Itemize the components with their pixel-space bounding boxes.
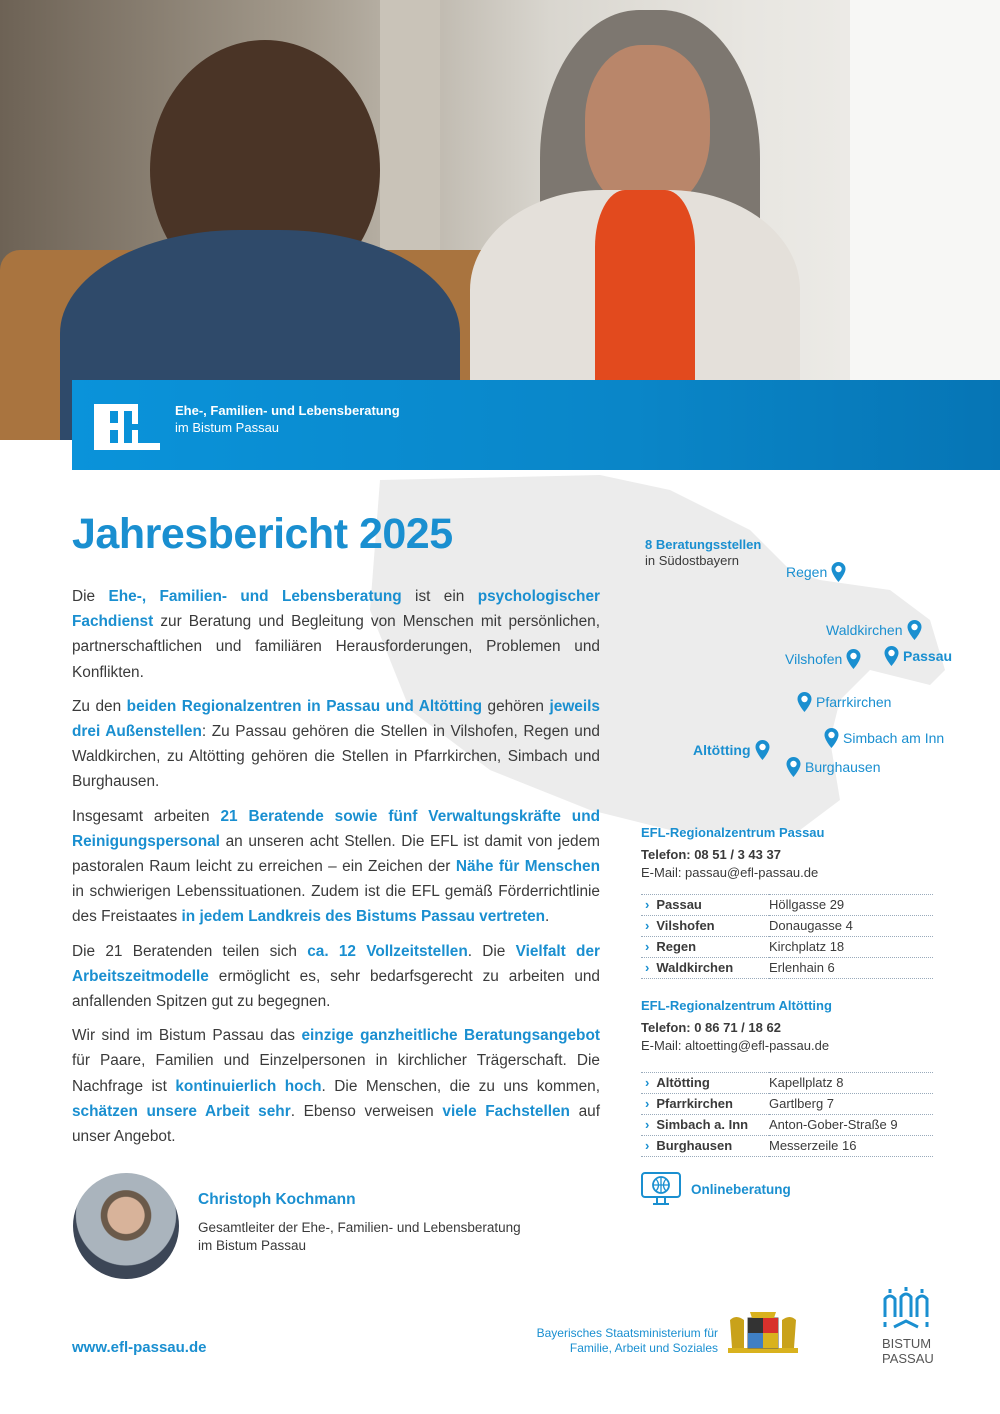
map-location [693, 740, 770, 760]
location-name: › Waldkirchen [641, 958, 769, 979]
text-segment: : Zu Passau gehören die Stellen in Vilshofen, Regen und Waldkirchen, zu Altötting gehören die Stellen in Pfarrkirchen, Simbach und Burghausen. [72, 723, 600, 791]
person-avatar [73, 1173, 179, 1279]
location-name: › Simbach a. Inn [641, 1115, 769, 1136]
text-segment: Wir sind im Bistum Passau das [72, 1027, 302, 1045]
ministry-line1: Bayerisches Staatsministerium für [536, 1326, 718, 1340]
map-location-label: Pfarrkirchen [816, 694, 892, 710]
map-location [786, 562, 846, 582]
map-location-label: Waldkirchen [826, 622, 903, 638]
bistum-line2: PASSAU [882, 1351, 934, 1366]
address-row [641, 958, 933, 979]
text-segment: . Die Menschen, die zu uns kommen, [321, 1077, 600, 1095]
window [850, 0, 1000, 440]
location-address: Anton-Gober-Straße 9 [769, 1115, 933, 1136]
map-location-label: Burghausen [805, 759, 881, 775]
map-pin-icon [846, 649, 861, 669]
bistum-passau-logo [882, 1287, 930, 1331]
map-pin-icon [797, 692, 812, 712]
org-name-line2: im Bistum Passau [175, 420, 280, 435]
bistum-line1: BISTUM [882, 1336, 932, 1351]
text-segment: an unseren acht Stellen. Die EFL ist damit von jedem pastoralen Raum leicht zu erreichen – ein Zeichen der [72, 832, 600, 876]
address-row [641, 916, 933, 937]
center-title: EFL-Regionalzentrum Altötting [641, 998, 832, 1013]
location-name: › Pfarrkirchen [641, 1094, 769, 1115]
highlight-text: ca. 12 Vollzeitstellen [307, 942, 468, 960]
online-label: Onlineberatung [691, 1181, 791, 1197]
website-link[interactable]: www.efl-passau.de [72, 1339, 207, 1356]
org-name-line1: Ehe-, Familien- und Lebensberatung [175, 403, 400, 418]
location-address: Kapellplatz 8 [769, 1073, 933, 1094]
address-row [641, 1073, 933, 1094]
map-subheading: in Südostbayern [645, 553, 739, 568]
center-passau [641, 824, 933, 979]
body-text [72, 584, 600, 1158]
map-location-label: Passau [903, 648, 953, 664]
text-segment: . Die [467, 942, 516, 960]
map-location [786, 757, 881, 777]
map-location [785, 649, 861, 669]
map-pin-icon [884, 646, 899, 666]
text-segment: Die [72, 588, 109, 605]
map-pin-icon [907, 620, 922, 640]
highlight-text: viele Fachstellen [442, 1102, 570, 1120]
text-segment: zur Beratung und Begleitung von Menschen mit persönlichen, partnerschaftlichen und familiären Herausforderungen, Problemen und Konflikten. [72, 613, 600, 681]
map-location-label: Altötting [693, 742, 751, 758]
map-location [797, 692, 891, 712]
center-email[interactable]: E-Mail: passau@efl-passau.de [641, 865, 819, 880]
map-location [824, 728, 944, 748]
center-altoetting [641, 997, 933, 1157]
text-segment: ermöglicht es, sehr bedarfsgerecht zu arbeiten und anfallenden Spitzen gut zu begegnen. [72, 967, 600, 1011]
highlight-text: Ehe-, Familien- und Lebensberatung [108, 588, 402, 605]
address-table [641, 894, 933, 979]
bavarian-coat-of-arms-logo [728, 1310, 798, 1354]
hero-photo [0, 0, 1000, 440]
location-address: Erlenhain 6 [769, 958, 933, 979]
online-counseling-link[interactable] [641, 1172, 791, 1206]
center-phone[interactable]: Telefon: 08 51 / 3 43 37 [641, 847, 781, 862]
highlight-text: 21 Beratende sowie fünf Verwaltungskräfte und Reinigungspersonal [72, 807, 601, 850]
highlight-text: kontinuierlich hoch [175, 1077, 322, 1095]
efl-logo [94, 404, 160, 450]
person-role-line2: im Bistum Passau [198, 1238, 307, 1253]
address-row [641, 1094, 933, 1115]
center-title: EFL-Regionalzentrum Passau [641, 825, 825, 840]
location-address: Höllgasse 29 [769, 895, 933, 916]
location-address: Gartlberg 7 [769, 1094, 933, 1115]
woman-face [585, 45, 710, 210]
paragraph [72, 939, 600, 1015]
computer-globe-icon [641, 1172, 681, 1206]
address-row [641, 1115, 933, 1136]
ministry-line2: Familie, Arbeit und Soziales [569, 1341, 718, 1355]
map-location [884, 646, 952, 666]
paragraph [72, 804, 600, 930]
paragraph [72, 584, 600, 685]
location-name: › Passau [641, 895, 769, 916]
paragraph [72, 1023, 600, 1149]
paragraph [72, 694, 600, 795]
location-name: › Vilshofen [641, 916, 769, 937]
address-row [641, 937, 933, 958]
person-role-line1: Gesamtleiter der Ehe-, Familien- und Lebensberatung [198, 1220, 521, 1235]
center-phone[interactable]: Telefon: 0 86 71 / 18 62 [641, 1020, 781, 1035]
location-name: › Altötting [641, 1073, 769, 1094]
text-segment: in schwierigen Lebenssituationen. Zudem ist die EFL gemäß Förderrichtlinie des Freistaates [72, 883, 600, 926]
location-address: Donaugasse 4 [769, 916, 933, 937]
location-address: Kirchplatz 18 [769, 937, 933, 958]
text-segment: Die 21 Beratenden teilen sich [72, 942, 308, 960]
header-band [72, 380, 1000, 470]
text-segment: für Paare, Familien und Einzelpersonen in kirchlicher Trägerschaft. Die Nachfrage ist [72, 1052, 600, 1095]
woman-top [595, 190, 695, 380]
highlight-text: einzige ganzheitliche Beratungsangebot [301, 1027, 600, 1045]
highlight-text: beiden Regionalzentren in Passau und Altötting [126, 697, 482, 715]
map-pin-icon [831, 562, 846, 582]
address-row [641, 895, 933, 916]
text-segment: gehören [482, 697, 550, 715]
location-name: › Regen [641, 937, 769, 958]
person-name: Christoph Kochmann [198, 1191, 356, 1208]
text-segment: ist ein [401, 588, 478, 605]
map-heading: 8 Beratungsstellen [645, 537, 762, 552]
highlight-text: psychologischer Fachdienst [72, 588, 600, 631]
text-segment: auf unser Angebot. [72, 1102, 601, 1146]
text-segment: Insgesamt arbeiten [72, 807, 221, 825]
highlight-text: in jedem Landkreis des Bistums Passau vertreten [181, 908, 546, 926]
text-segment: Zu den [72, 697, 127, 715]
text-segment: . Ebenso verweisen [290, 1102, 443, 1120]
highlight-text: Vielfalt der Arbeitszeitmodelle [72, 942, 600, 985]
highlight-text: jeweils drei Außenstellen [72, 697, 600, 741]
location-address: Messerzeile 16 [769, 1136, 933, 1157]
location-name: › Burghausen [641, 1136, 769, 1157]
center-email[interactable]: E-Mail: altoetting@efl-passau.de [641, 1038, 830, 1053]
page-title: Jahresbericht 2025 [72, 510, 453, 558]
map-location-label: Vilshofen [785, 651, 843, 667]
highlight-text: Nähe für Menschen [455, 858, 601, 876]
text-segment: . [545, 908, 550, 926]
address-table [641, 1072, 933, 1157]
map-pin-icon [824, 728, 839, 748]
map-location-label: Simbach am Inn [843, 730, 945, 746]
address-row [641, 1136, 933, 1157]
map-pin-icon [786, 757, 801, 777]
map-location [826, 620, 922, 640]
map-location-label: Regen [786, 564, 828, 580]
highlight-text: schätzen unsere Arbeit sehr [72, 1102, 291, 1120]
map-pin-icon [755, 740, 770, 760]
